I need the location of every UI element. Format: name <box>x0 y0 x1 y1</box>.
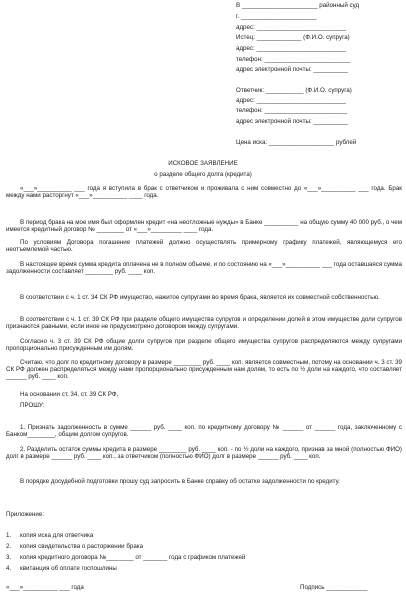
plaintiff-address-line: адрес: __________________________ <box>236 45 346 52</box>
paragraph-article-34: В соответствии с ч. 1 ст. 34 СК РФ имущество, нажитое супругами во время брака, является их совместной собственностью. <box>20 294 380 301</box>
court-address-line: адрес: __________________________ <box>236 24 346 31</box>
appendix-item-text: копия кредитного договора №________ от _______ года с графиком платежей <box>20 554 246 561</box>
request-bank-statement: В порядке досудебной подготовки прошу суд запросить в Банке справку об остатке задолженности по кредиту. <box>20 478 340 485</box>
appendix-item-text: квитанция об оплате госпошлины <box>20 565 117 572</box>
appendix-item-number: 2. <box>6 543 12 550</box>
defendant-address-line: адрес: __________________________ <box>236 97 346 104</box>
request-heading: ПРОШУ: <box>20 402 45 409</box>
appendix-item <box>6 532 93 539</box>
defendant-phone-line: телефон: ________________________ <box>236 107 348 114</box>
paragraph-credit: В период брака на мое имя был оформлен кредит «на неотложные нужды» в Банке __________ на общую сумму 40 000 руб., о чем имеется кредитный договор № ________ от «___»_________ ____ года. <box>6 219 402 234</box>
paragraph-joint-debt: Считаю, что долг по кредитному договору в размере ________ руб. ____ коп. является совместным, потому на основании ч. 3 ст. 39 СК РФ должен распределяться между нами пропорционально присужденным нам долям, то есть по ½ доли на каждого, что составляет ______ руб. ____ коп. <box>6 359 402 381</box>
request-item-1: 1. Признать задолженность в сумме ______ руб. ____ коп. по кредитному договору № ______ от ______ года, заключенному с Банком________, общим долгом супругов. <box>6 424 402 439</box>
plaintiff-line: Истец: _____________ (Ф.И.О. супруга) <box>236 34 350 41</box>
plaintiff-phone-line: телефон: _________________________ <box>236 56 351 63</box>
appendix-item-number: 1. <box>6 532 12 539</box>
plaintiff-email-line: адрес электронной почты: __________ <box>236 66 348 73</box>
paragraph-article-39-3: Согласно ч. 3 ст. 39 СК РФ общие долги супругов при разделе общего имущества супругов распределяются между супругами пропорционально присужденным им долям. <box>6 338 402 353</box>
claim-price-line: Цена иска: ___________________ рублей <box>236 139 357 146</box>
defendant-email-line: адрес электронной почты: __________ <box>236 118 348 125</box>
appendix-item-text: копия свидетельства о расторжении брака <box>20 543 144 550</box>
paragraph-balance: В настоящее время сумма кредита оплачена не в полном объеме, и по состоянию на «___»__________ ___ года оставшаяся сумма задолженности составляет ________ руб. ____ коп. <box>6 261 402 276</box>
appendix-heading: Приложение: <box>6 511 45 518</box>
paragraph-article-39-1: В соответствии с ч. 1 ст. 39 СК РФ при разделе общего имущества супругов и определении долей в этом имуществе доли супругов признаются равными, если иное не предусмотрено договором между супругами. <box>6 316 402 331</box>
appendix-item-number: 4. <box>6 565 12 572</box>
appendix-item <box>6 554 245 561</box>
document-title: ИСКОВОЕ ЗАЯВЛЕНИЕ <box>168 160 238 167</box>
city-line: г. ______________________ <box>236 13 317 20</box>
appendix-item-number: 3. <box>6 554 12 561</box>
paragraph-basis: На основании ст. 34, ст. 39 СК РФ, <box>20 391 119 398</box>
appendix-item <box>6 543 143 550</box>
document-subtitle: о разделе общего долга (кредита) <box>154 171 252 178</box>
paragraph-schedule: По условиям Договора погашение платежей должно осуществлять примерному графику платежей, являющемуся его неотъемлемой частью. <box>6 239 402 254</box>
appendix-item-text: копия иска для ответчика <box>20 532 94 539</box>
court-line: В ______________________ районный суд <box>236 2 360 9</box>
paragraph-marriage: «___»__________ ___ года я вступила в брак с ответчиком и проживала с ним совместно до «___»__________ ___ года. Брак между нами расторгнут «___»__________ ____ года. <box>6 185 402 200</box>
request-item-2: 2. Разделить остаток суммы кредита в размере ________ руб. ____ коп. - по ½ доли на каждого, признав за мной (полностью ФИО) долг в размере ______ руб. ____ коп., за ответчиком (полностью ФИО) долг в размере ______ руб. ____ коп. <box>6 446 402 461</box>
appendix-item <box>6 565 117 572</box>
defendant-line: Ответчик: ___________ (Ф.И.О. супруга) <box>236 87 352 94</box>
signature-date: «___»__________ ___ года <box>6 584 84 591</box>
signature-line: Подпись ____________ <box>300 584 368 591</box>
